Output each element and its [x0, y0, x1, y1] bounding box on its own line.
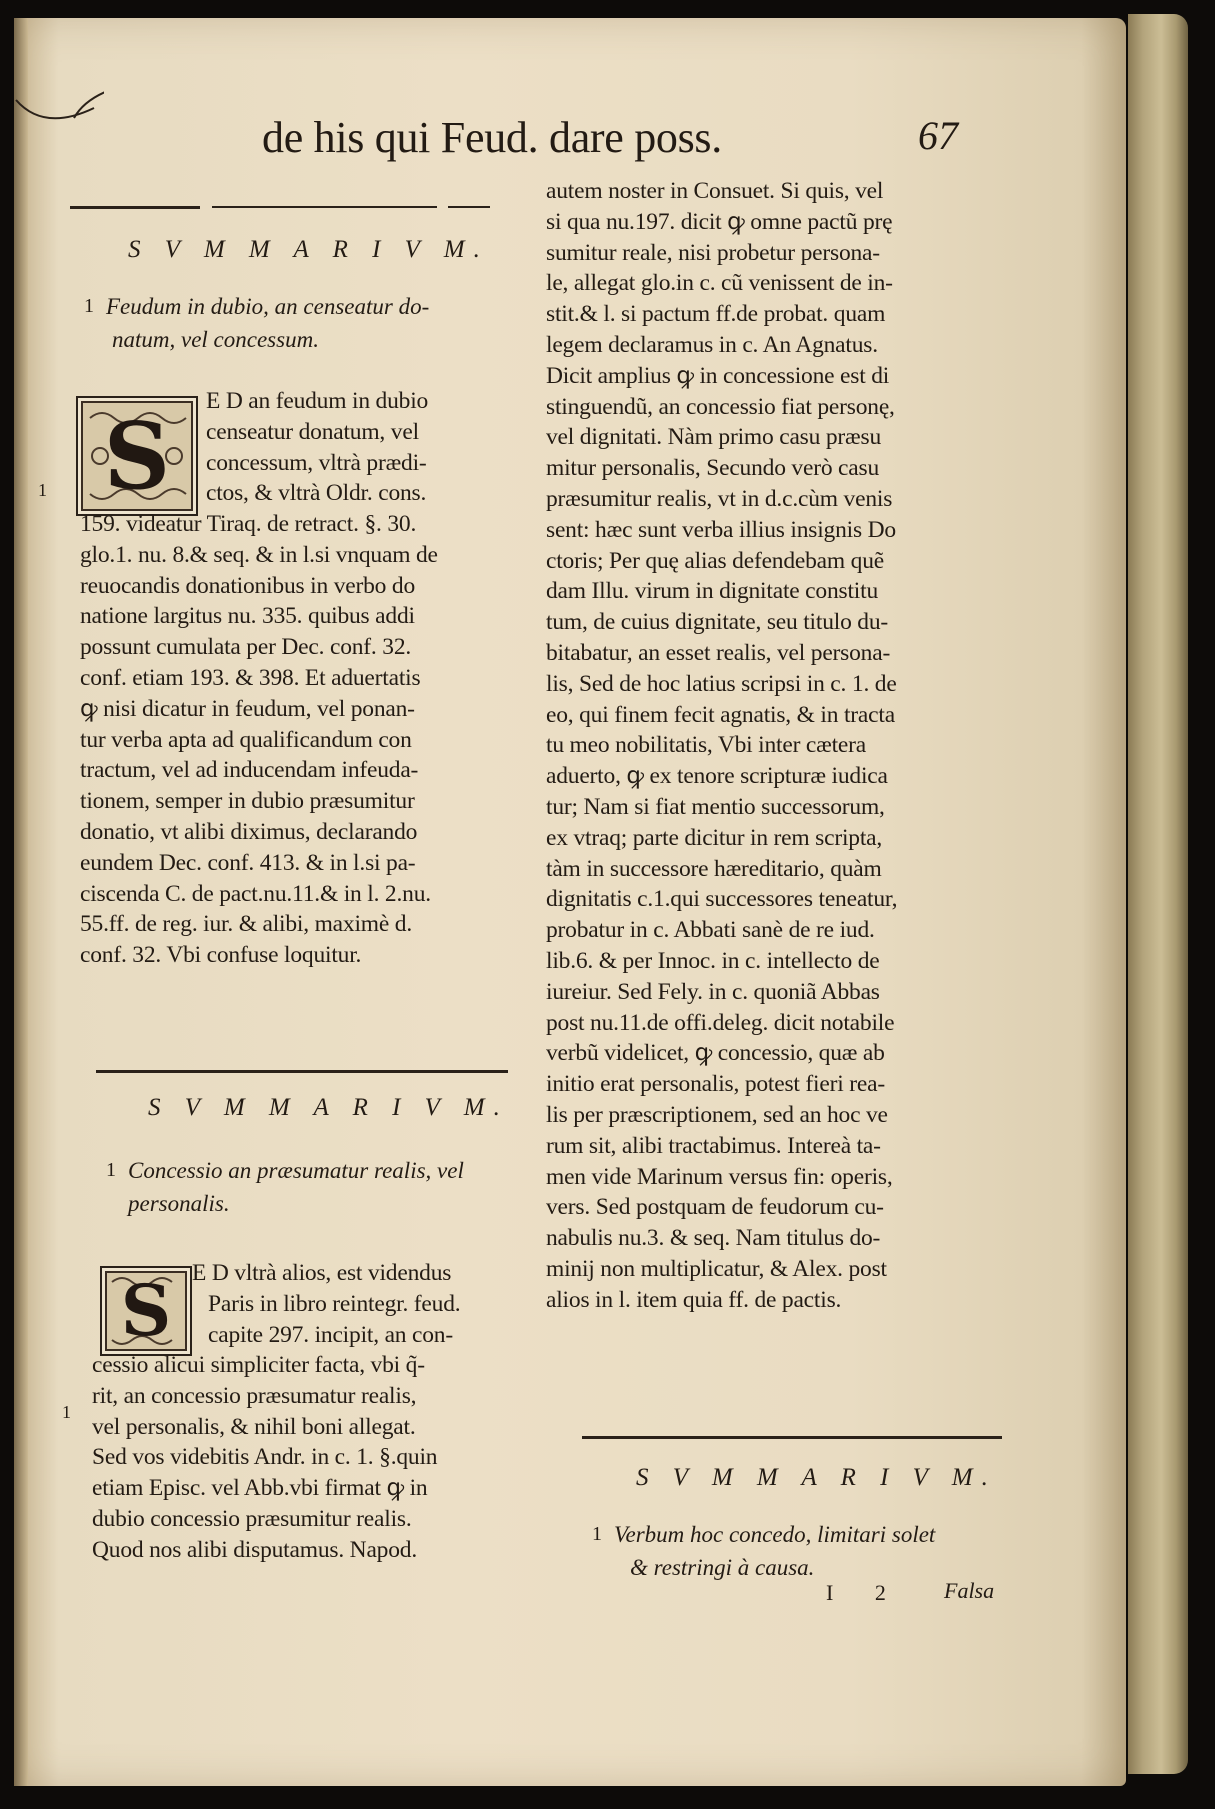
r-line-31: lis per præscriptionem, sed an hoc ve — [546, 1101, 888, 1128]
p1-line-15: donatio, vt alibi diximus, declarando — [80, 818, 418, 845]
p1-line-16: eundem Dec. conf. 413. & in l.si pa- — [80, 849, 416, 876]
r-line-26: lib.6. & per Innoc. in c. intellecto de — [546, 947, 880, 974]
rule-left-top-1 — [70, 206, 200, 209]
r-line-34: vers. Sed postquam de feudorum cu- — [546, 1194, 884, 1221]
running-title: de his qui Feud. dare poss. — [262, 113, 722, 162]
p1-line-12: tur verba apta ad qualificandum con — [80, 726, 412, 753]
r-line-20: aduerto, ꝙ ex tenore scripturæ iudica — [546, 763, 888, 790]
summary-3 — [592, 1518, 1014, 1584]
r-line-33: men vide Marinum versus fin: operis, — [546, 1163, 893, 1190]
r-line-17: lis, Sed de hoc latius scripsi in c. 1. de — [546, 670, 897, 697]
dropcap-1 — [76, 396, 198, 516]
p1-line-11: ꝙ nisi dicatur in feudum, vel ponan- — [80, 695, 415, 722]
p1-line-4: ctos, & vltrà Oldr. cons. — [206, 480, 427, 507]
p1-line-7: reuocandis donationibus in verbo do — [80, 572, 415, 599]
margin-mark-2: 1 — [62, 1402, 71, 1422]
corner-curl-mark — [14, 60, 104, 130]
rule-left-top-2 — [212, 206, 437, 208]
p1-line-10: conf. etiam 193. & 398. Et aduertatis — [80, 664, 421, 691]
p1-line-9: possunt cumulata per Dec. conf. 32. — [80, 634, 412, 661]
p2-line-7: Sed vos videbitis Andr. in c. 1. §.quin — [92, 1444, 438, 1471]
summary-heading-3: S V M M A R I V M. — [636, 1464, 997, 1491]
rule-left-top-3 — [448, 206, 490, 208]
r-line-4: le, allegat glo.in c. cũ venissent de in- — [546, 270, 893, 297]
summary-3-line-2: & restringi à causa. — [630, 1555, 815, 1580]
paragraph-2-full — [92, 1350, 437, 1566]
r-line-14: dam Illu. virum in dignitate constitu — [546, 578, 878, 605]
dropcap-2-letter: S — [120, 1269, 172, 1352]
summary-1-line-1: Feudum in dubio, an censeatur do- — [106, 294, 430, 319]
r-line-22: ex vtraq; parte dicitur in rem scripta, — [546, 824, 883, 851]
catchword: Falsa — [944, 1578, 995, 1603]
r-line-23: tàm in successore hæreditario, quàm — [546, 855, 882, 882]
r-line-7: Dicit amplius ꝙ in concessione est di — [546, 362, 890, 389]
r-line-11: præsumitur realis, vt in d.c.cùm venis — [546, 485, 893, 512]
summary-heading-1: S V M M A R I V M. — [128, 236, 489, 263]
summary-2-line-2: personalis. — [128, 1191, 230, 1216]
p1-line-14: tionem, semper in dubio præsumitur — [80, 788, 415, 815]
r-line-24: dignitatis c.1.qui successores teneatur, — [546, 886, 898, 913]
p1-line-18: 55.ff. de reg. iur. & alibi, maximè d. — [80, 911, 412, 938]
summary-1-number: 1 — [84, 295, 94, 317]
summary-3-number: 1 — [592, 1523, 602, 1545]
r-line-13: ctoris; Per quę alias defendebam quẽ — [546, 547, 884, 574]
r-line-25: probatur in c. Abbati sanè de re iud. — [546, 917, 875, 944]
summary-2 — [106, 1154, 528, 1220]
r-line-19: tu meo nobilitatis, Vbi inter cætera — [546, 732, 866, 759]
p1-line-5: 159. videatur Tiraq. de retract. §. 30. — [80, 511, 417, 537]
r-line-8: stinguendũ, an concessio fiat personę, — [546, 393, 895, 420]
r-line-1: autem noster in Consuet. Si quis, vel — [546, 178, 884, 204]
paragraph-1-indented — [206, 386, 428, 509]
summary-2-number: 1 — [106, 1159, 116, 1181]
r-line-12: sent: hæc sunt verba illius insignis Do — [546, 516, 896, 543]
dropcap-1-letter: S — [103, 402, 171, 510]
r-line-3: sumitur reale, nisi probetur persona- — [546, 239, 880, 266]
rule-right-bottom — [582, 1436, 1002, 1439]
p1-line-2: censeatur donatum, vel — [206, 418, 419, 445]
p2-line-1: E D vltrà alios, est videndus — [192, 1260, 452, 1286]
summary-1-line-2: natum, vel concessum. — [112, 327, 319, 352]
r-line-9: vel dignitati. Nàm primo casu præsu — [546, 424, 882, 451]
right-column-text — [546, 176, 897, 1315]
p2-line-5: rit, an concessio præsumatur realis, — [92, 1382, 417, 1409]
r-line-27: iureiur. Sed Fely. in c. quoniã Abbas — [546, 978, 880, 1005]
r-line-36: minij non multiplicatur, & Alex. post — [546, 1255, 887, 1282]
summary-3-line-1: Verbum hoc concedo, limitari solet — [614, 1522, 936, 1547]
p1-line-13: tractum, vel ad inducendam infeuda- — [80, 757, 419, 784]
r-line-29: verbũ videlicet, ꝙ concessio, quæ ab — [546, 1040, 885, 1067]
margin-mark-1: 1 — [38, 480, 47, 500]
r-line-35: nabulis nu.3. & seq. Nam titulus do- — [546, 1225, 881, 1252]
paragraph-1-full — [80, 509, 438, 971]
p1-line-1: E D an feudum in dubio — [206, 388, 429, 414]
p1-line-17: ciscenda C. de pact.nu.11.& in l. 2.nu. — [80, 880, 431, 907]
p1-line-19: conf. 32. Vbi confuse loquitur. — [80, 942, 362, 969]
r-line-30: initio erat personalis, potest fieri rea- — [546, 1071, 885, 1098]
rule-left-middle — [96, 1070, 508, 1073]
r-line-10: mitur personalis, Secundo verò casu — [546, 455, 880, 482]
paragraph-2-indented — [192, 1258, 460, 1350]
p1-line-8: natione largitus nu. 335. quibus addi — [80, 603, 415, 630]
r-line-28: post nu.11.de offi.deleg. dicit notabile — [546, 1009, 895, 1036]
p2-line-10: Quod nos alibi disputamus. Napod. — [92, 1536, 417, 1563]
p2-line-4: cessio alicui simpliciter facta, vbi q̃- — [92, 1352, 425, 1378]
p2-line-3: capite 297. incipit, an con- — [208, 1321, 453, 1348]
summary-heading-2: S V M M A R I V M. — [148, 1094, 509, 1121]
r-line-16: bitabatur, an esset realis, vel persona- — [546, 639, 891, 666]
r-line-21: tur; Nam si fiat mentio successorum, — [546, 793, 885, 820]
p2-line-6: vel personalis, & nihil boni allegat. — [92, 1413, 416, 1440]
dropcap-2 — [100, 1266, 192, 1356]
summary-2-line-1: Concessio an præsumatur realis, vel — [128, 1158, 464, 1183]
p1-line-6: glo.1. nu. 8.& seq. & in l.si vnquam de — [80, 541, 438, 568]
signature-mark: I 2 — [826, 1580, 904, 1605]
r-line-32: rum sit, alibi tractabimus. Intereà ta- — [546, 1132, 881, 1159]
page-number: 67 — [918, 113, 958, 158]
p2-line-9: dubio concessio præsumitur realis. — [92, 1505, 412, 1532]
r-line-18: eo, qui finem fecit agnatis, & in tracta — [546, 701, 895, 728]
r-line-6: legem declaramus in c. An Agnatus. — [546, 331, 878, 358]
spine-shadow — [14, 18, 28, 1786]
r-line-2: si qua nu.197. dicit ꝙ omne pactũ prę — [546, 208, 893, 235]
r-line-5: stit.& l. si pactum ff.de probat. quam — [546, 301, 886, 328]
p1-line-3: concessum, vltrà prædi- — [206, 449, 427, 476]
p2-line-8: etiam Episc. vel Abb.vbi firmat ꝙ in — [92, 1475, 428, 1502]
r-line-15: tum, de cuius dignitate, seu titulo du- — [546, 609, 889, 636]
summary-1 — [84, 290, 506, 356]
r-line-37: alios in l. item quia ff. de pactis. — [546, 1286, 842, 1313]
page-fore-edge — [1128, 14, 1188, 1774]
p2-line-2: Paris in libro reintegr. feud. — [208, 1290, 461, 1317]
